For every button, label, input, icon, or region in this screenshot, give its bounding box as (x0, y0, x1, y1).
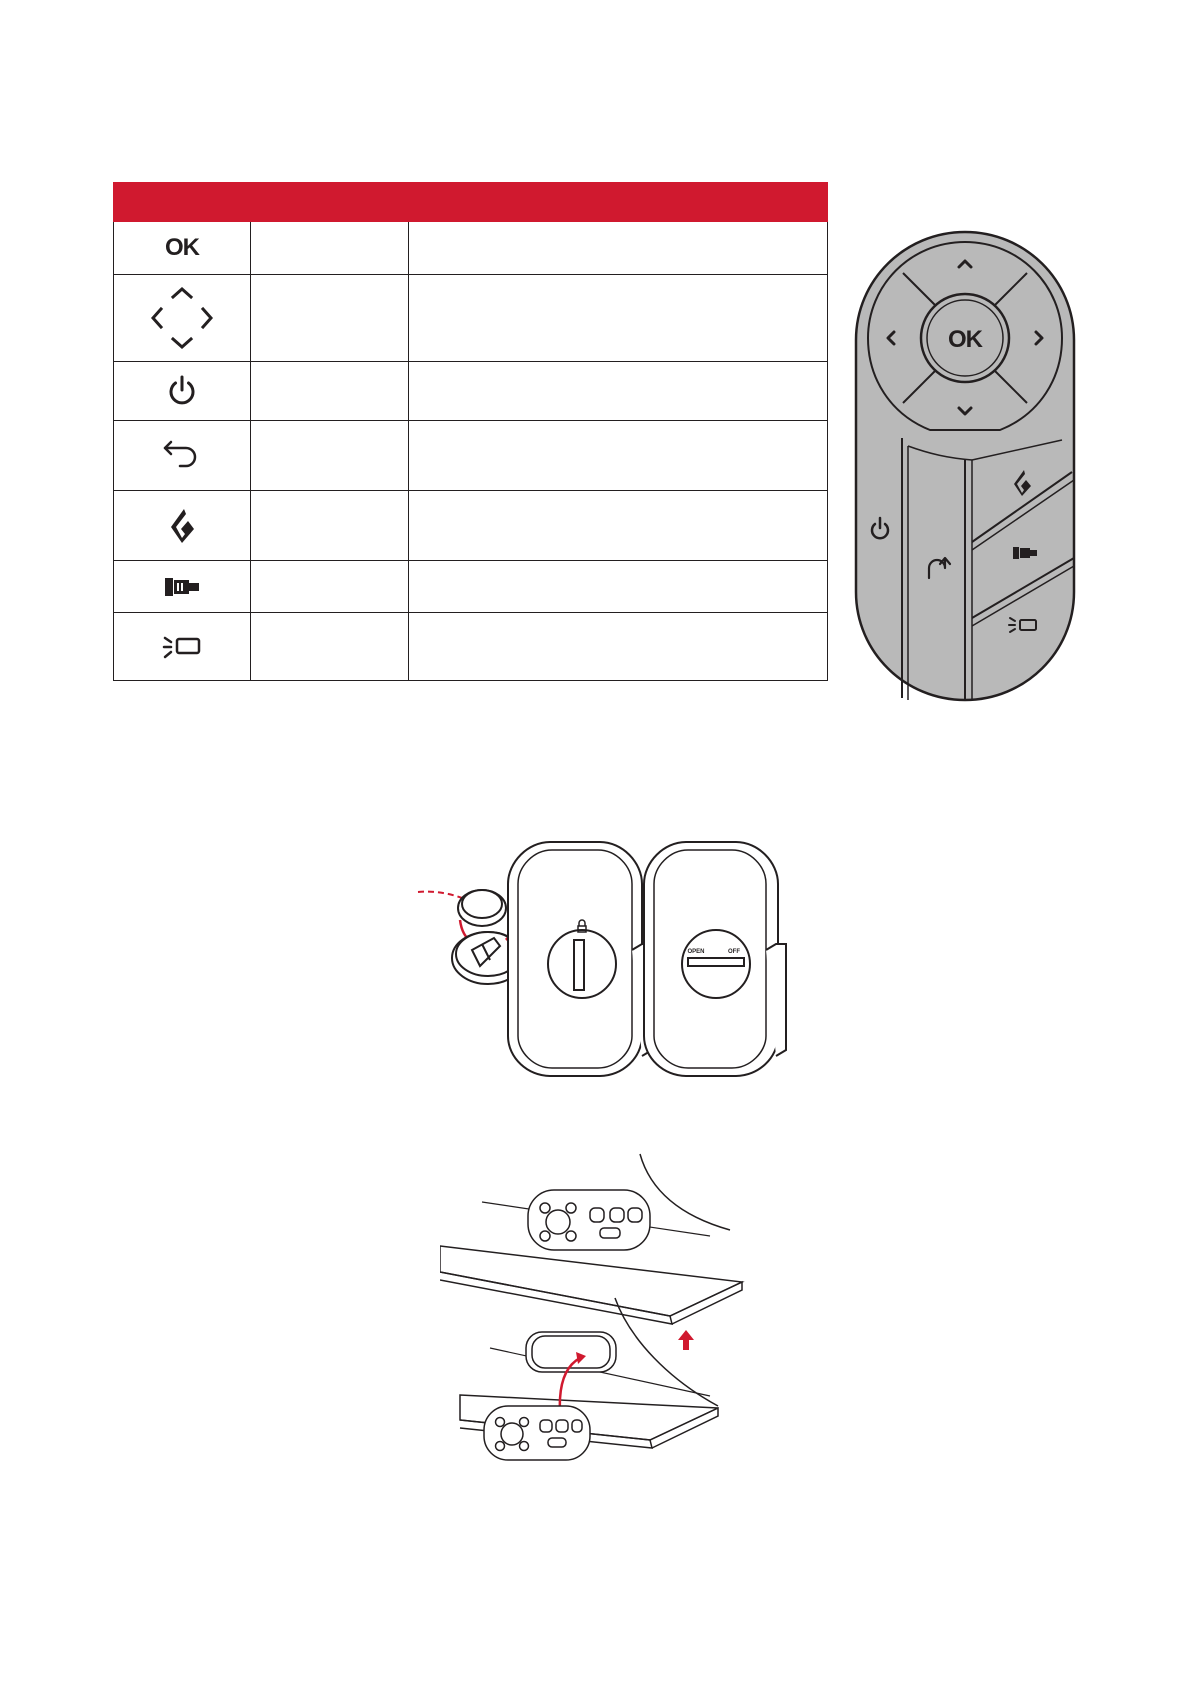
table-row (114, 362, 828, 421)
table-header-row (114, 183, 828, 222)
ok-icon: OK (165, 234, 199, 261)
remote-mounting-figure (440, 1150, 760, 1480)
icon-cell (114, 421, 251, 491)
icon-cell (114, 275, 251, 362)
icon-cell (114, 491, 251, 561)
direction-arrows-icon (150, 286, 214, 350)
brand-logo-icon (168, 507, 196, 545)
input-source-icon (163, 576, 201, 598)
icon-cell (114, 362, 251, 421)
key-name-cell (251, 222, 409, 275)
key-description-cell (409, 613, 828, 681)
key-name-cell (251, 362, 409, 421)
key-description-cell (409, 491, 828, 561)
key-description-cell (409, 421, 828, 491)
table-row (114, 613, 828, 681)
table-row (114, 275, 828, 362)
open-label: OPEN (687, 949, 705, 955)
key-name-cell (251, 613, 409, 681)
power-icon (167, 375, 197, 407)
up-arrow (678, 1330, 694, 1350)
mounted-remote (528, 1190, 650, 1250)
header-description (409, 183, 828, 222)
battery-installation-figure (410, 840, 810, 1080)
icon-cell (114, 561, 251, 613)
return-icon (162, 439, 202, 473)
key-description-cell (409, 561, 828, 613)
key-name-cell (251, 275, 409, 362)
remote-back-open (508, 842, 652, 1076)
key-description-cell (409, 275, 828, 362)
icon-cell (114, 613, 251, 681)
key-description-cell (409, 362, 828, 421)
remote-control-illustration (850, 228, 1080, 704)
table-row (114, 222, 828, 275)
header-key (114, 183, 409, 222)
icon-cell (114, 222, 251, 275)
key-name-cell (251, 561, 409, 613)
key-description-cell (409, 222, 828, 275)
off-label: OFF (728, 949, 740, 955)
table-row (114, 421, 828, 491)
remote-back-closed (644, 842, 786, 1076)
key-name-cell (251, 421, 409, 491)
key-name-cell (251, 491, 409, 561)
loose-remote (484, 1406, 590, 1460)
table-row (114, 561, 828, 613)
coin-battery (458, 890, 506, 926)
table-row (114, 491, 828, 561)
remote-keys-table (113, 182, 828, 681)
remote-ok-label: OK (948, 326, 982, 353)
monitor-light-icon (162, 632, 202, 662)
